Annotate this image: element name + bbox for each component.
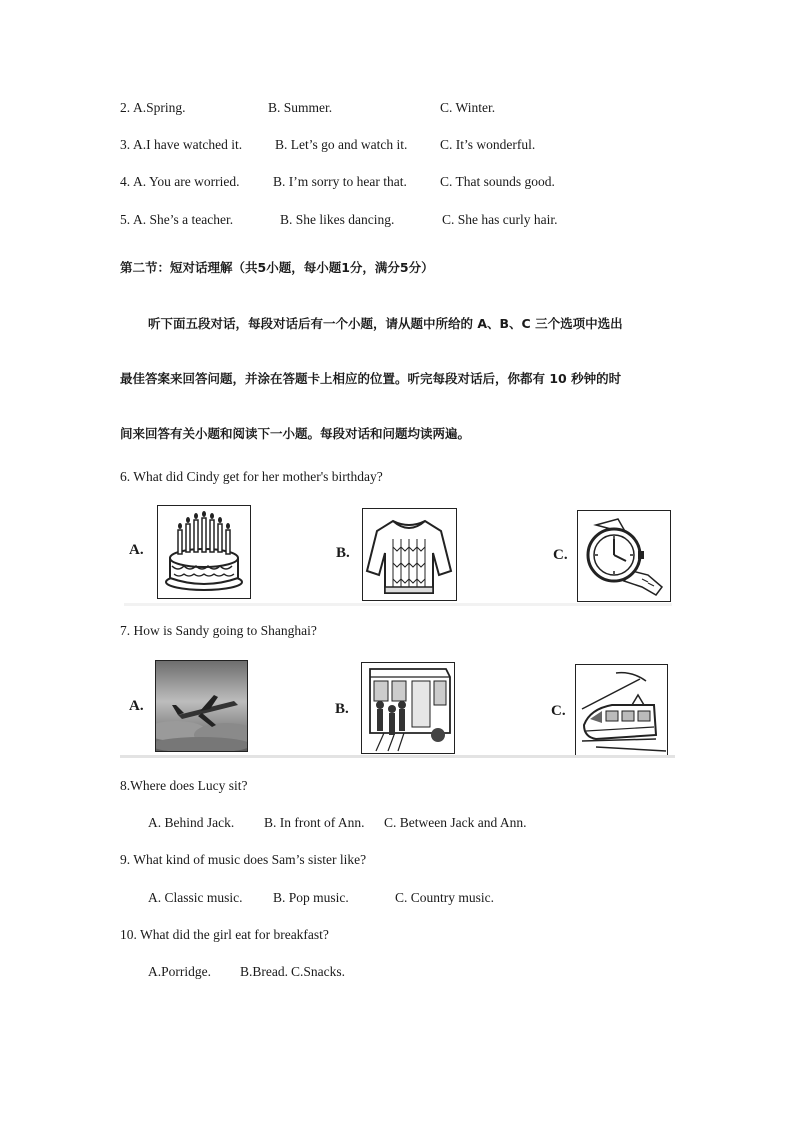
option-c: C. Winter. [440, 100, 496, 115]
option-b: B. In front of Ann. [264, 815, 365, 830]
instructions-line-3: 间来回答有关小题和阅读下一小题。每段对话和问题均读两遍。 [120, 426, 471, 441]
question-10-options [148, 964, 345, 980]
image-row-divider [120, 755, 675, 758]
option-a: A. Classic music. [148, 890, 243, 905]
train-icon [575, 664, 668, 756]
option-c: C. She has curly hair. [442, 212, 558, 227]
question-8: 8.Where does Lucy sit? [120, 778, 248, 793]
watch-icon [577, 510, 671, 602]
image-row-divider [124, 603, 672, 606]
option-a: A. You are worried. [133, 174, 240, 189]
bus-icon [361, 662, 455, 754]
option-b-label: B. [336, 545, 350, 561]
option-c: C. It’s wonderful. [440, 137, 536, 152]
option-a: A.Spring. [133, 100, 186, 115]
option-a: A. Behind Jack. [148, 815, 235, 830]
option-a-label: A. [129, 542, 144, 558]
birthday-cake-icon [157, 505, 251, 599]
question-8-options [148, 815, 527, 831]
instructions-line-1: 听下面五段对话，每段对话后有一个小题，请从题中所给的 A、B、C 三个选项中选出 [148, 316, 623, 331]
question-9: 9. What kind of music does Sam’s sister like? [120, 852, 367, 867]
option-b: B. Summer. [268, 100, 333, 115]
option-b: B. Pop music. [273, 890, 349, 905]
option-b: B.Bread. [240, 964, 288, 979]
option-a: A.Porridge. [148, 964, 211, 979]
option-b: B. I’m sorry to hear that. [273, 174, 407, 189]
question-7: 7. How is Sandy going to Shanghai? [120, 623, 317, 638]
option-a: A.I have watched it. [133, 137, 243, 152]
option-c-label: C. [551, 703, 566, 719]
question-number: 4. [120, 174, 131, 189]
question-10: 10. What did the girl eat for breakfast? [120, 927, 329, 942]
question-number: 3. [120, 137, 131, 152]
question-number: 5. [120, 212, 131, 227]
option-c: C. That sounds good. [440, 174, 555, 189]
sweater-icon [362, 508, 457, 601]
instructions-line-2: 最佳答案来回答问题，并涂在答题卡上相应的位置。听完每段对话后，你都有 10 秒钟的时 [120, 371, 622, 386]
question-6: 6. What did Cindy get for her mother's birthday? [120, 469, 383, 484]
option-a: A. She’s a teacher. [133, 212, 234, 227]
option-c: C. Between Jack and Ann. [384, 815, 527, 830]
option-a-label: A. [129, 698, 144, 714]
question-9-options [148, 890, 495, 906]
option-b-label: B. [335, 701, 349, 717]
option-c: C.Snacks. [291, 964, 345, 979]
airplane-icon [155, 660, 248, 752]
option-b: B. Let’s go and watch it. [275, 137, 408, 152]
option-c: C. Country music. [395, 890, 495, 905]
option-b: B. She likes dancing. [280, 212, 395, 227]
question-number: 2. [120, 100, 131, 115]
option-c-label: C. [553, 547, 568, 563]
section-title: 第二节：短对话理解（共5小题，每小题1分，满分5分） [120, 260, 434, 275]
